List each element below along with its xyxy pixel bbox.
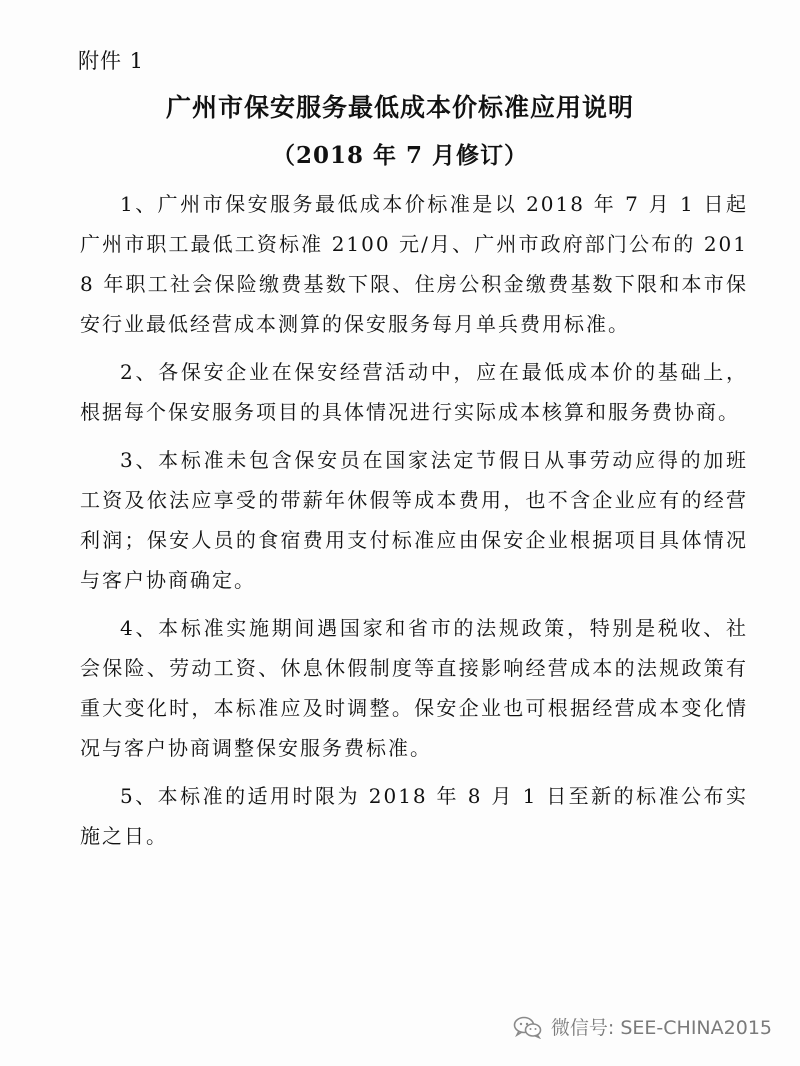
paragraph-2: 2、各保安企业在保安经营活动中，应在最低成本价的基础上，根据每个保安服务项目的具体情况进行实际成本核算和服务费协商。: [80, 360, 748, 424]
paragraph-1: 1、广州市保安服务最低成本价标准是以 2018 年 7 月 1 日起广州市职工最低工资标准 2100 元/月、广州市政府部门公布的 2018 年职工社会保险缴费基数下限、住房公积金缴费基数下限和本市保安行业最低经营成本测算的保安服务每月单兵费用标准。: [80, 192, 748, 336]
document-title: 广州市保安服务最低成本价标准应用说明: [165, 93, 634, 122]
watermark-text: 微信号: SEE-CHINA2015: [550, 1017, 772, 1039]
wechat-icon: [513, 1015, 543, 1039]
paragraph-5: 5、本标准的适用时限为 2018 年 8 月 1 日至新的标准公布实施之日。: [80, 784, 748, 848]
paragraph-4: 4、本标准实施期间遇国家和省市的法规政策，特别是税收、社会保险、劳动工资、休息休假制度等直接影响经营成本的法规政策有重大变化时，本标准应及时调整。保安企业也可根据经营成本变化情况与客户协商调整保安服务费标准。: [80, 616, 748, 760]
paragraph-3: 3、本标准未包含保安员在国家法定节假日从事劳动应得的加班工资及依法应享受的带薪年休假等成本费用，也不含企业应有的经营利润；保安人员的食宿费用支付标准应由保安企业根据项目具体情况与客户协商确定。: [80, 448, 748, 592]
attachment-label: 附件 1: [78, 49, 145, 73]
document-subtitle: （2018 年 7 月修订）: [271, 142, 529, 169]
document-body: [80, 184, 748, 864]
wechat-watermark: [513, 1013, 772, 1040]
